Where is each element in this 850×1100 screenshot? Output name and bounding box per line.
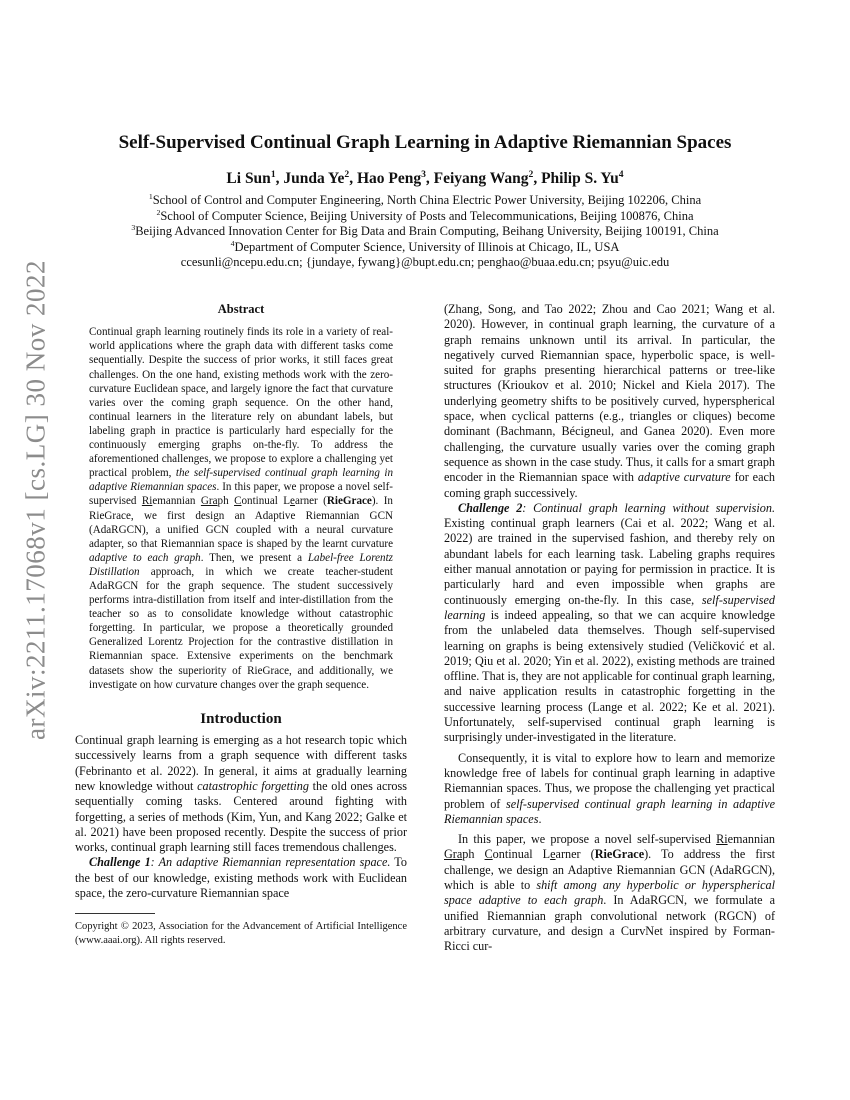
text-run-italic: catastrophic forgetting bbox=[197, 778, 309, 793]
email-line: ccesunli@ncepu.edu.cn; {jundaye, fywang}@bupt.edu.cn; penghao@buaa.edu.cn; psyu@uic.edu bbox=[180, 255, 670, 270]
author-affil-mark: 2 bbox=[344, 168, 350, 180]
author-list: Li Sun$^1$, Junda Ye$^2$, Hao Peng$^3$, Feiyang Wang$^2$, Philip S. Yu$^4$ bbox=[226, 168, 624, 187]
text-run-italic: self-supervised learning bbox=[444, 592, 775, 622]
author-affil-mark: 4 bbox=[618, 168, 624, 180]
text-run: Continual graph learning routinely finds its role in a variety of real-world applications where the graph data with different tasks come sequentially. Despite the success of prior works, it still faces great challenges. On the one hand, existing methods work with the zero-curvature Euclidean space, and largely ignore the fact that curvature varies over the coming graph sequence. On the other hand, continual learners in the literature rely on abundant labels, but labeling graph in practice is particularly hard especially for the continuously emerging graphs on-the-fly. To address the aforementioned challenges, we propose to explore a challenging yet practical problem, bbox=[89, 326, 393, 480]
text-run-underline: Ri bbox=[141, 495, 153, 508]
text-run-italic: adaptive to each graph bbox=[89, 551, 201, 564]
abstract-heading: Abstract bbox=[217, 302, 265, 316]
affil-mark: 3 bbox=[131, 223, 136, 233]
body-paragraph bbox=[444, 832, 775, 954]
text-run-underline: Gra bbox=[444, 847, 463, 862]
affiliation-line bbox=[0, 240, 850, 256]
text-run-underline: Ri bbox=[716, 832, 728, 847]
text-run: . Then, we present a bbox=[200, 551, 308, 564]
text-run: Existing continual graph learners (Cai et al. 2022; Wang et al. 2022) are trained in the supervised fashion, and thereby rely on abundant labels for each learning task. Labeling graphs requires either manual annotation or paying for permission in practice. It is particularly hard and even impossible when graphs are continuously emerging on-the-fly. In this case, bbox=[444, 516, 775, 607]
affil-mark: 1 bbox=[148, 191, 153, 201]
text-run: . In AdaRGCN, we formulate a unified Riemannian graph convolutional network (RGCN) of arbitrary curvature, and design a CurvNet inspired by Forman-Ricci cur- bbox=[444, 893, 775, 954]
text-run-italic: adaptive curvature bbox=[637, 470, 731, 485]
text-run-bold-italic: Challenge 2 bbox=[458, 500, 523, 515]
text-run-underline: e bbox=[550, 847, 556, 862]
affil-text: Department of Computer Science, University of Illinois at Chicago, IL, USA bbox=[234, 239, 620, 254]
challenge-2-paragraph bbox=[444, 501, 775, 746]
text-run-underline: C bbox=[234, 495, 242, 508]
text-run: the old ones across sequentially coming tasks. Centered around fighting with forgetting, a series of methods (Kim, Yun, and Kang 2022; Galke et al. 2021) have been proposed recently. Despite the success of prior works, continual graph learning still faces tremendous challenges. bbox=[75, 778, 407, 855]
challenge-1-paragraph bbox=[75, 855, 407, 901]
text-run-bold-italic: Challenge 1 bbox=[89, 855, 151, 870]
text-run: Consequently, it is vital to explore how to learn and memorize knowledge free of labels for continual graph learning in adaptive Riemannian spaces. Thus, we propose the challenging yet practical problem of bbox=[444, 750, 775, 811]
author-affil-mark: 2 bbox=[528, 168, 534, 180]
affil-text: Beijing Advanced Innovation Center for Big Data and Brain Computing, Beihang University, Beijing 100191, China bbox=[135, 224, 719, 239]
text-run-underline: Gra bbox=[200, 495, 218, 508]
text-run: ph bbox=[217, 495, 235, 508]
left-column bbox=[75, 302, 407, 947]
text-run: arner ( bbox=[555, 847, 595, 862]
text-run: ontinual L bbox=[241, 495, 291, 508]
text-run: (Zhang, Song, and Tao 2022; Zhou and Cao 2021; Wang et al. 2020). However, in continual graph learning, the curvature of a graph remains unknown until its arrival. In particular, the negatively curved Riemannian space, hyperbolic space, is well-suited for graphs presenting hierarchical patterns or tree-like structures (Krioukov et al. 2010; Nickel and Kiela 2017). The underlying geometry shifts to be positively curved, hyperspherical space, when cyclical patterns (e.g., triangles or cliques) become dominant (Bachmann, Bécigneul, and Ganea 2020). Even more challenging, the curvature usually varies over the coming graph sequence as shown in the case study. Thus, it calls for a smart graph encoder in the Riemannian space with bbox=[444, 302, 776, 485]
author-name: Li Sun bbox=[226, 170, 271, 187]
abstract-body bbox=[89, 325, 393, 691]
text-run-bold: RieGrace bbox=[326, 495, 372, 508]
author-name: Philip S. Yu bbox=[541, 170, 619, 187]
affiliation-line bbox=[0, 193, 850, 209]
text-run-italic: : An adaptive Riemannian representation space. bbox=[150, 855, 391, 870]
text-run-underline: e bbox=[290, 495, 295, 508]
text-run: is indeed appealing, so that we can acquire knowledge from the unlabeled data themselves. Though self-supervised learning on graphs is being extensively studied (Veličković et al. 2019; Qiu et al. 2020; Yin et al. 2022), existing methods are trained offline. That is, they are not applicable for continual graph learning, and naive application results in catastrophic forgetting in the successive learning process (Lange et al. 2022; Ke et al. 2021). Unfortunately, self-supervised continual graph learning is surprisingly under-investigated in the literature. bbox=[444, 607, 775, 745]
right-column bbox=[444, 302, 775, 954]
text-run: ph bbox=[462, 847, 485, 862]
affiliation-line bbox=[0, 224, 850, 240]
body-paragraph bbox=[444, 302, 775, 501]
text-run-italic: shift among any hyperbolic or hyperspherical space adaptive to each graph bbox=[444, 877, 775, 908]
affil-mark: 4 bbox=[230, 238, 235, 248]
text-run: ). To address the first challenge, we design an Adaptive Riemannian GCN (AdaRGCN), which is able to bbox=[444, 847, 775, 892]
arxiv-stamp-text: arXiv:2211.17068v1 [cs.LG] 30 Nov 2022 bbox=[20, 260, 51, 740]
text-run: for each coming graph successively. bbox=[444, 470, 775, 500]
author-affil-mark: 3 bbox=[421, 168, 426, 180]
text-run-italic: the self-supervised continual graph learning in adaptive Riemannian spaces bbox=[89, 467, 393, 494]
text-run: ontinual L bbox=[492, 847, 551, 862]
text-run: arner ( bbox=[294, 495, 327, 508]
text-run: Continual graph learning is emerging as a hot research topic which successively learns from a graph sequence with different tasks (Febrinanto et al. 2022). In general, it aims at gradually learning new knowledge without bbox=[75, 733, 407, 793]
text-run: emannian bbox=[152, 495, 201, 508]
text-run: emannian bbox=[727, 832, 775, 847]
affil-text: School of Control and Computer Engineering, North China Electric Power University, Beijing 102206, China bbox=[152, 193, 702, 207]
author-name: Junda Ye bbox=[283, 170, 345, 187]
text-run: ). In RieGrace, we first design an Adaptive Riemannian GCN (AdaRGCN), a unified GCN coupled with a neural curvature adapter, so that Riemannian space is shaped by the learnt curvature bbox=[89, 495, 393, 550]
author-name: Hao Peng bbox=[356, 170, 422, 187]
text-run-underline: C bbox=[484, 847, 493, 862]
intro-paragraph bbox=[75, 733, 407, 855]
affil-text: School of Computer Science, Beijing University of Posts and Telecommunications, Beijing 100876, China bbox=[160, 208, 694, 223]
text-run: To the best of our knowledge, existing methods work with Euclidean space, the zero-curvature Riemannian space bbox=[75, 855, 407, 900]
affiliation-block bbox=[0, 193, 850, 271]
text-run: . bbox=[538, 811, 542, 826]
affiliation-line bbox=[0, 209, 850, 225]
paper-title: Self-Supervised Continual Graph Learning in Adaptive Riemannian Spaces bbox=[118, 132, 732, 153]
copyright-footnote: Copyright © 2023, Association for the Advancement of Artificial Intelligence (www.aaai.org). All rights reserved. bbox=[75, 921, 407, 946]
text-run: . In this paper, we propose a novel self-supervised bbox=[89, 481, 393, 508]
author-name: Feiyang Wang bbox=[433, 170, 529, 187]
author-affil-mark: 1 bbox=[270, 168, 276, 180]
arxiv-stamp bbox=[14, 260, 58, 740]
body-paragraph bbox=[444, 751, 775, 827]
text-run: In this paper, we propose a novel self-supervised bbox=[458, 832, 717, 847]
footnote-rule bbox=[75, 913, 155, 914]
introduction-heading: Introduction bbox=[200, 710, 282, 727]
text-run: approach, in which we create teacher-student AdaRGCN for the graph sequence. The student successively performs intra-distillation from itself and inter-distillation from the teacher so as to consolidate knowledge without catastrophic forgetting. In particular, we propose a theoretically grounded Generalized Lorentz Projection for the contrastive distillation in Riemannian space. Extensive experiments on the benchmark datasets show the superiority of RieGrace, and additionally, we investigate on how curvature changes over the graph sequence. bbox=[89, 565, 393, 691]
text-run-bold: RieGrace bbox=[594, 847, 645, 862]
text-run-italic: Label-free Lorentz Distillation bbox=[89, 551, 393, 578]
text-run-italic: self-supervised continual graph learning in adaptive Riemannian spaces bbox=[444, 796, 775, 826]
affil-mark: 2 bbox=[156, 207, 161, 217]
text-run-italic: : Continual graph learning without supervision. bbox=[522, 500, 775, 515]
